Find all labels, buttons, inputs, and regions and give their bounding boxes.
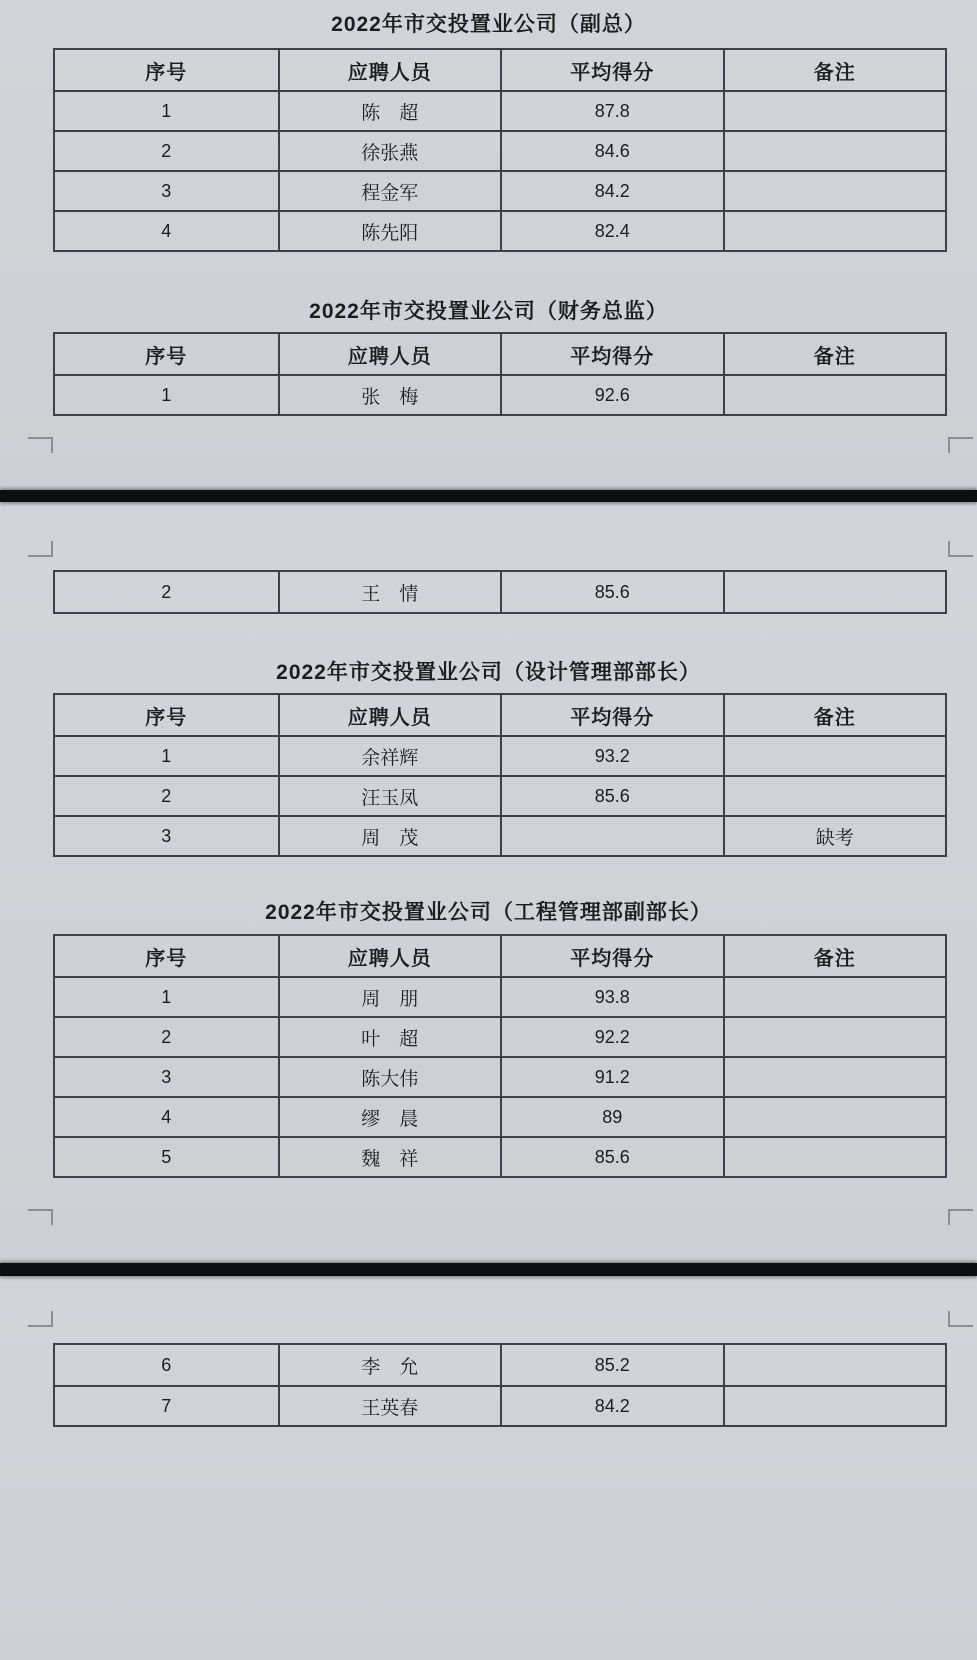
note-cell [723,212,946,250]
seq-cell: 7 [161,1395,172,1416]
note-cell [723,172,946,210]
score-cell: 85.2 [500,1345,723,1385]
margin-corner-mark [948,437,973,453]
column-header: 序号 [145,61,188,84]
column-header: 备注 [723,695,946,735]
section-title-engineering-deputy-chief: 2022年市交投置业公司（工程管理部副部长） [265,901,712,924]
name-cell: 汪玉凤 [278,777,501,815]
table-finance-director-continued [53,570,947,614]
seq-cell: 2 [161,581,172,602]
score-cell: 84.2 [500,172,723,210]
margin-corner-mark [28,1311,53,1327]
column-header: 平均得分 [500,50,723,90]
note-cell [723,1018,946,1056]
name-cell: 魏 祥 [278,1138,501,1176]
note-cell [723,1098,946,1136]
section-title-vice-president: 2022年市交投置业公司（副总） [331,13,646,36]
margin-corner-mark [28,541,53,557]
column-header: 序号 [145,706,188,729]
column-header: 应聘人员 [278,936,501,976]
note-cell [723,737,946,775]
column-header: 平均得分 [500,334,723,374]
margin-corner-mark [948,541,973,557]
table-engineering-deputy-chief [53,934,947,1178]
seq-cell: 2 [161,140,172,161]
table-header-row [55,50,945,90]
table-header-row [55,334,945,374]
margin-corner-mark [28,1209,53,1225]
score-cell: 84.2 [500,1387,723,1425]
score-cell [500,817,723,855]
page-1 [0,0,977,490]
margin-corner-mark [28,437,53,453]
note-cell [723,132,946,170]
section-title-finance-director: 2022年市交投置业公司（财务总监） [309,300,668,323]
table-design-dept-chief [53,693,947,857]
name-cell: 周 茂 [278,817,501,855]
margin-corner-mark [948,1209,973,1225]
seq-cell: 6 [161,1354,172,1375]
note-cell: 缺考 [723,817,946,855]
seq-cell: 2 [161,1026,172,1047]
table-row [55,374,945,414]
column-header: 应聘人员 [278,695,501,735]
seq-cell: 4 [161,220,172,241]
note-cell [723,92,946,130]
note-cell [723,1345,946,1385]
table-row [55,1345,945,1385]
column-header: 序号 [145,345,188,368]
table-row [55,1385,945,1425]
note-cell [723,777,946,815]
table-row [55,170,945,210]
column-header: 应聘人员 [278,334,501,374]
score-cell: 85.6 [500,777,723,815]
score-cell: 85.6 [500,1138,723,1176]
name-cell: 王英春 [278,1387,501,1425]
score-cell: 91.2 [500,1058,723,1096]
table-row [55,735,945,775]
seq-cell: 4 [161,1106,172,1127]
name-cell: 陈大伟 [278,1058,501,1096]
seq-cell: 2 [161,785,172,806]
page-break-bar [0,490,977,502]
score-cell: 92.6 [500,376,723,414]
table-row [55,572,945,612]
table-row [55,90,945,130]
column-header: 序号 [145,947,188,970]
section-title-design-dept-chief: 2022年市交投置业公司（设计管理部部长） [276,661,701,684]
note-cell [723,376,946,414]
name-cell: 余祥辉 [278,737,501,775]
name-cell: 王 情 [278,572,501,612]
table-vice-president [53,48,947,252]
seq-cell: 1 [161,384,172,405]
name-cell: 周 朋 [278,978,501,1016]
name-cell: 叶 超 [278,1018,501,1056]
note-cell [723,1138,946,1176]
score-cell: 93.8 [500,978,723,1016]
table-row [55,130,945,170]
table-row [55,1136,945,1176]
name-cell: 缪 晨 [278,1098,501,1136]
seq-cell: 3 [161,180,172,201]
score-cell: 85.6 [500,572,723,612]
column-header: 备注 [723,50,946,90]
seq-cell: 1 [161,986,172,1007]
name-cell: 陈先阳 [278,212,501,250]
table-row [55,1096,945,1136]
table-header-row [55,936,945,976]
table-row [55,210,945,250]
note-cell [723,978,946,1016]
score-cell: 82.4 [500,212,723,250]
name-cell: 陈 超 [278,92,501,130]
seq-cell: 3 [161,1066,172,1087]
column-header: 应聘人员 [278,50,501,90]
table-row [55,775,945,815]
score-cell: 84.6 [500,132,723,170]
table-row [55,976,945,1016]
name-cell: 李 允 [278,1345,501,1385]
page-2 [0,502,977,1263]
score-cell: 87.8 [500,92,723,130]
table-row [55,1056,945,1096]
margin-corner-mark [948,1311,973,1327]
score-cell: 89 [500,1098,723,1136]
seq-cell: 5 [161,1146,172,1167]
name-cell: 徐张燕 [278,132,501,170]
note-cell [723,1387,946,1425]
score-cell: 92.2 [500,1018,723,1056]
table-row [55,815,945,855]
column-header: 备注 [723,936,946,976]
name-cell: 张 梅 [278,376,501,414]
note-cell [723,1058,946,1096]
table-finance-director [53,332,947,416]
name-cell: 程金军 [278,172,501,210]
page-break-bar [0,1263,977,1276]
column-header: 平均得分 [500,695,723,735]
table-engineering-deputy-chief-continued [53,1343,947,1427]
table-header-row [55,695,945,735]
seq-cell: 1 [161,745,172,766]
score-cell: 93.2 [500,737,723,775]
note-cell [723,572,946,612]
table-row [55,1016,945,1056]
seq-cell: 3 [161,825,172,846]
column-header: 备注 [723,334,946,374]
column-header: 平均得分 [500,936,723,976]
page-3 [0,1276,977,1660]
seq-cell: 1 [161,100,172,121]
